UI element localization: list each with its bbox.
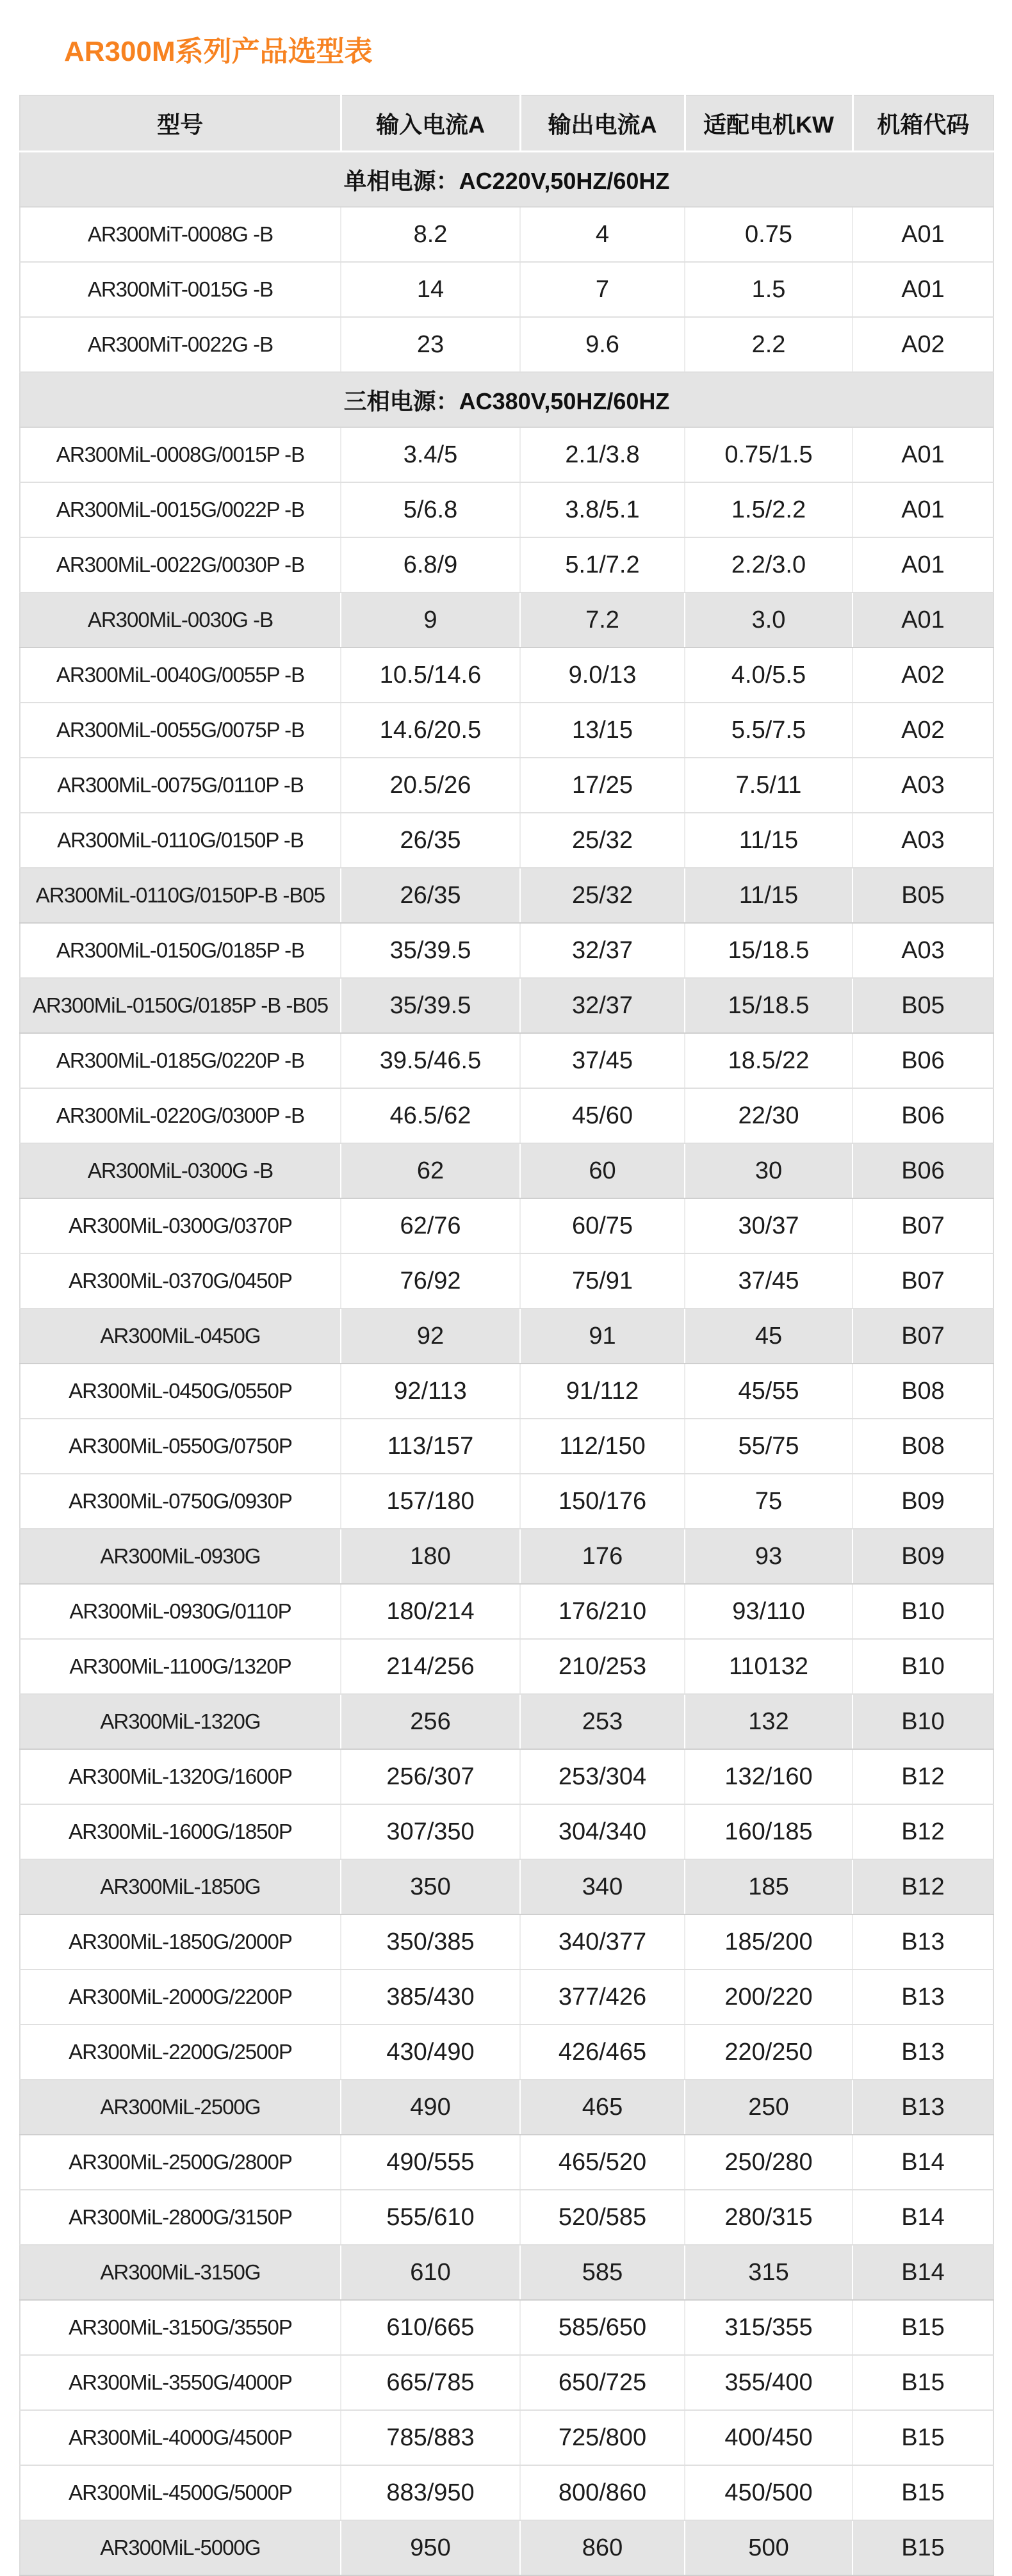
cell-chassis-code: A02 [853,648,993,703]
column-header-chassis-code: 机箱代码 [853,95,993,152]
cell-chassis-code: A01 [853,592,993,648]
cell-input-current: 92 [341,1308,520,1364]
cell-input-current: 9 [341,592,520,648]
cell-motor-kw: 18.5/22 [685,1033,853,1088]
cell-motor-kw: 5.5/7.5 [685,703,853,758]
cell-motor-kw: 1.5 [685,262,853,317]
cell-output-current: 60 [520,1143,685,1198]
cell-input-current: 8.2 [341,207,520,262]
table-row [20,2520,993,2575]
cell-output-current: 25/32 [520,868,685,923]
cell-motor-kw: 55/75 [685,1419,853,1474]
cell-output-current: 585 [520,2245,685,2300]
cell-input-current: 785/883 [341,2410,520,2465]
table-row [20,2135,993,2190]
cell-input-current: 35/39.5 [341,978,520,1033]
cell-chassis-code: B14 [853,2245,993,2300]
section-label: 三相电源：AC380V,50HZ/60HZ [20,372,993,427]
cell-model: AR300MiL-0040G/0055P -B [20,648,341,703]
cell-input-current: 385/430 [341,1969,520,2025]
cell-output-current: 37/45 [520,1033,685,1088]
cell-motor-kw: 15/18.5 [685,978,853,1033]
cell-input-current: 62 [341,1143,520,1198]
cell-input-current: 430/490 [341,2025,520,2080]
cell-chassis-code: B10 [853,1584,993,1639]
cell-chassis-code: A01 [853,427,993,482]
table-row [20,262,993,317]
cell-output-current: 210/253 [520,1639,685,1694]
table-row [20,1143,993,1198]
table-row [20,207,993,262]
cell-input-current: 14 [341,262,520,317]
cell-model: AR300MiL-2000G/2200P [20,1969,341,2025]
table-row [20,978,993,1033]
cell-motor-kw: 250/280 [685,2135,853,2190]
cell-output-current: 17/25 [520,758,685,813]
cell-chassis-code: A03 [853,813,993,868]
cell-input-current: 180/214 [341,1584,520,1639]
product-selection-table [19,95,994,2576]
cell-output-current: 800/860 [520,2465,685,2520]
cell-motor-kw: 30/37 [685,1198,853,1253]
table-row [20,1859,993,1914]
table-row [20,2300,993,2355]
cell-chassis-code: B09 [853,1474,993,1529]
table-row [20,1308,993,1364]
header-row [20,95,993,152]
cell-output-current: 45/60 [520,1088,685,1143]
cell-model: AR300MiT-0015G -B [20,262,341,317]
cell-motor-kw: 110132 [685,1639,853,1694]
cell-output-current: 150/176 [520,1474,685,1529]
table-body [20,152,993,2576]
cell-chassis-code: B15 [853,2410,993,2465]
cell-motor-kw: 0.75 [685,207,853,262]
cell-model: AR300MiL-1320G/1600P [20,1749,341,1804]
cell-model: AR300MiL-2200G/2500P [20,2025,341,2080]
cell-model: AR300MiL-0075G/0110P -B [20,758,341,813]
cell-model: AR300MiL-1320G [20,1694,341,1749]
cell-model: AR300MiL-0055G/0075P -B [20,703,341,758]
table-row [20,2465,993,2520]
cell-chassis-code: B08 [853,1419,993,1474]
cell-chassis-code: B13 [853,2025,993,2080]
cell-model: AR300MiL-0300G/0370P [20,1198,341,1253]
cell-motor-kw: 400/450 [685,2410,853,2465]
cell-motor-kw: 2.2 [685,317,853,372]
table-row [20,2245,993,2300]
cell-output-current: 340/377 [520,1914,685,1969]
cell-chassis-code: A02 [853,317,993,372]
table-row [20,813,993,868]
table-row [20,868,993,923]
cell-chassis-code: B05 [853,978,993,1033]
cell-model: AR300MiL-0450G [20,1308,341,1364]
cell-motor-kw: 45/55 [685,1364,853,1419]
cell-input-current: 180 [341,1529,520,1584]
cell-model: AR300MiL-2800G/3150P [20,2190,341,2245]
cell-chassis-code: B10 [853,1694,993,1749]
cell-motor-kw: 75 [685,1474,853,1529]
cell-motor-kw: 185/200 [685,1914,853,1969]
cell-motor-kw: 200/220 [685,1969,853,2025]
table-row [20,2355,993,2410]
cell-chassis-code: B07 [853,1308,993,1364]
cell-output-current: 91 [520,1308,685,1364]
cell-motor-kw: 11/15 [685,868,853,923]
cell-output-current: 9.0/13 [520,648,685,703]
cell-model: AR300MiL-1600G/1850P [20,1804,341,1859]
table-row [20,2080,993,2135]
cell-input-current: 10.5/14.6 [341,648,520,703]
cell-chassis-code: A02 [853,703,993,758]
cell-input-current: 14.6/20.5 [341,703,520,758]
cell-chassis-code: B12 [853,1749,993,1804]
cell-model: AR300MiL-0750G/0930P [20,1474,341,1529]
cell-motor-kw: 0.75/1.5 [685,427,853,482]
cell-output-current: 13/15 [520,703,685,758]
table-row [20,592,993,648]
cell-motor-kw: 7.5/11 [685,758,853,813]
cell-motor-kw: 500 [685,2520,853,2575]
cell-output-current: 304/340 [520,1804,685,1859]
cell-output-current: 9.6 [520,317,685,372]
table-row [20,1694,993,1749]
cell-motor-kw: 250 [685,2080,853,2135]
cell-input-current: 610/665 [341,2300,520,2355]
cell-input-current: 62/76 [341,1198,520,1253]
cell-output-current: 650/725 [520,2355,685,2410]
cell-model: AR300MiL-0930G [20,1529,341,1584]
cell-chassis-code: B15 [853,2300,993,2355]
table-row [20,758,993,813]
cell-input-current: 157/180 [341,1474,520,1529]
cell-output-current: 91/112 [520,1364,685,1419]
cell-model: AR300MiL-4500G/5000P [20,2465,341,2520]
table-row [20,1529,993,1584]
cell-input-current: 76/92 [341,1253,520,1308]
cell-motor-kw: 355/400 [685,2355,853,2410]
cell-output-current: 5.1/7.2 [520,537,685,592]
column-header-input-current: 输入电流A [341,95,520,152]
cell-model: AR300MiL-0220G/0300P -B [20,1088,341,1143]
cell-chassis-code: A01 [853,482,993,537]
cell-chassis-code: B09 [853,1529,993,1584]
table-row [20,1914,993,1969]
cell-output-current: 465/520 [520,2135,685,2190]
cell-output-current: 4 [520,207,685,262]
table-row [20,1749,993,1804]
cell-chassis-code: B07 [853,1253,993,1308]
cell-model: AR300MiL-0300G -B [20,1143,341,1198]
cell-chassis-code: B10 [853,1639,993,1694]
cell-output-current: 2.1/3.8 [520,427,685,482]
table-row [20,1253,993,1308]
cell-chassis-code: B06 [853,1088,993,1143]
cell-model: AR300MiT-0008G -B [20,207,341,262]
cell-chassis-code: A01 [853,262,993,317]
cell-chassis-code: B06 [853,1033,993,1088]
cell-output-current: 7 [520,262,685,317]
cell-model: AR300MiL-1850G/2000P [20,1914,341,1969]
cell-input-current: 555/610 [341,2190,520,2245]
cell-model: AR300MiL-3550G/4000P [20,2355,341,2410]
cell-chassis-code: A03 [853,923,993,978]
cell-input-current: 610 [341,2245,520,2300]
cell-input-current: 950 [341,2520,520,2575]
cell-motor-kw: 1.5/2.2 [685,482,853,537]
cell-input-current: 307/350 [341,1804,520,1859]
cell-output-current: 860 [520,2520,685,2575]
cell-model: AR300MiL-0150G/0185P -B -B05 [20,978,341,1033]
cell-output-current: 60/75 [520,1198,685,1253]
table-row [20,1088,993,1143]
cell-input-current: 35/39.5 [341,923,520,978]
cell-motor-kw: 280/315 [685,2190,853,2245]
cell-chassis-code: A01 [853,537,993,592]
table-row [20,1474,993,1529]
cell-output-current: 377/426 [520,1969,685,2025]
cell-chassis-code: B14 [853,2190,993,2245]
cell-input-current: 39.5/46.5 [341,1033,520,1088]
cell-output-current: 112/150 [520,1419,685,1474]
cell-motor-kw: 450/500 [685,2465,853,2520]
table-row [20,427,993,482]
cell-input-current: 26/35 [341,868,520,923]
cell-model: AR300MiL-0022G/0030P -B [20,537,341,592]
table-row [20,1198,993,1253]
cell-chassis-code: B13 [853,1969,993,2025]
cell-model: AR300MiL-0110G/0150P -B [20,813,341,868]
cell-motor-kw: 3.0 [685,592,853,648]
cell-motor-kw: 132 [685,1694,853,1749]
cell-output-current: 253/304 [520,1749,685,1804]
cell-motor-kw: 22/30 [685,1088,853,1143]
table-row [20,482,993,537]
cell-model: AR300MiL-2500G [20,2080,341,2135]
cell-model: AR300MiL-0015G/0022P -B [20,482,341,537]
page-title: AR300M系列产品选型表 [64,36,373,67]
cell-chassis-code: B07 [853,1198,993,1253]
cell-motor-kw: 185 [685,1859,853,1914]
column-header-motor-kw: 适配电机KW [685,95,853,152]
cell-input-current: 23 [341,317,520,372]
cell-output-current: 176/210 [520,1584,685,1639]
cell-motor-kw: 220/250 [685,2025,853,2080]
table-row [20,1033,993,1088]
cell-chassis-code: B08 [853,1364,993,1419]
cell-motor-kw: 315/355 [685,2300,853,2355]
cell-model: AR300MiL-0150G/0185P -B [20,923,341,978]
section-label: 单相电源：AC220V,50HZ/60HZ [20,152,993,208]
column-header-model: 型号 [20,95,341,152]
section-row [20,152,993,208]
cell-chassis-code: B13 [853,2080,993,2135]
table-row [20,1419,993,1474]
cell-chassis-code: B15 [853,2520,993,2575]
cell-model: AR300MiL-1850G [20,1859,341,1914]
table-row [20,2190,993,2245]
cell-motor-kw: 93/110 [685,1584,853,1639]
cell-output-current: 3.8/5.1 [520,482,685,537]
cell-chassis-code: B12 [853,1804,993,1859]
cell-model: AR300MiL-1100G/1320P [20,1639,341,1694]
cell-motor-kw: 93 [685,1529,853,1584]
cell-motor-kw: 37/45 [685,1253,853,1308]
cell-model: AR300MiL-2500G/2800P [20,2135,341,2190]
cell-motor-kw: 15/18.5 [685,923,853,978]
cell-output-current: 725/800 [520,2410,685,2465]
cell-input-current: 26/35 [341,813,520,868]
cell-model: AR300MiL-0370G/0450P [20,1253,341,1308]
table-row [20,537,993,592]
cell-chassis-code: B15 [853,2355,993,2410]
cell-input-current: 350/385 [341,1914,520,1969]
cell-model: AR300MiL-0450G/0550P [20,1364,341,1419]
cell-input-current: 46.5/62 [341,1088,520,1143]
cell-output-current: 7.2 [520,592,685,648]
table-row [20,648,993,703]
table-row [20,923,993,978]
cell-chassis-code: B06 [853,1143,993,1198]
cell-model: AR300MiL-0185G/0220P -B [20,1033,341,1088]
table-row [20,1804,993,1859]
column-header-output-current: 输出电流A [520,95,685,152]
section-row [20,372,993,427]
table-row [20,2410,993,2465]
cell-motor-kw: 4.0/5.5 [685,648,853,703]
cell-model: AR300MiT-0022G -B [20,317,341,372]
cell-chassis-code: A01 [853,207,993,262]
cell-input-current: 665/785 [341,2355,520,2410]
cell-model: AR300MiL-5000G [20,2520,341,2575]
cell-output-current: 253 [520,1694,685,1749]
cell-chassis-code: B14 [853,2135,993,2190]
cell-chassis-code: B15 [853,2465,993,2520]
cell-model: AR300MiL-0110G/0150P-B -B05 [20,868,341,923]
cell-model: AR300MiL-0550G/0750P [20,1419,341,1474]
cell-motor-kw: 315 [685,2245,853,2300]
cell-motor-kw: 132/160 [685,1749,853,1804]
cell-output-current: 340 [520,1859,685,1914]
cell-input-current: 3.4/5 [341,427,520,482]
cell-model: AR300MiL-0030G -B [20,592,341,648]
cell-input-current: 490/555 [341,2135,520,2190]
cell-chassis-code: B13 [853,1914,993,1969]
cell-model: AR300MiL-3150G/3550P [20,2300,341,2355]
cell-input-current: 490 [341,2080,520,2135]
cell-motor-kw: 30 [685,1143,853,1198]
cell-output-current: 585/650 [520,2300,685,2355]
cell-chassis-code: B05 [853,868,993,923]
cell-input-current: 92/113 [341,1364,520,1419]
cell-motor-kw: 11/15 [685,813,853,868]
table-row [20,1639,993,1694]
cell-chassis-code: B12 [853,1859,993,1914]
cell-output-current: 32/37 [520,923,685,978]
cell-output-current: 75/91 [520,1253,685,1308]
cell-output-current: 520/585 [520,2190,685,2245]
cell-input-current: 5/6.8 [341,482,520,537]
table-row [20,1584,993,1639]
cell-motor-kw: 45 [685,1308,853,1364]
cell-input-current: 256 [341,1694,520,1749]
cell-input-current: 214/256 [341,1639,520,1694]
cell-motor-kw: 160/185 [685,1804,853,1859]
table-row [20,1364,993,1419]
table-row [20,703,993,758]
table-row [20,2025,993,2080]
cell-output-current: 176 [520,1529,685,1584]
cell-model: AR300MiL-0008G/0015P -B [20,427,341,482]
table-row [20,1969,993,2025]
cell-input-current: 113/157 [341,1419,520,1474]
cell-output-current: 32/37 [520,978,685,1033]
cell-model: AR300MiL-4000G/4500P [20,2410,341,2465]
cell-motor-kw: 2.2/3.0 [685,537,853,592]
table-row [20,317,993,372]
cell-output-current: 426/465 [520,2025,685,2080]
cell-input-current: 256/307 [341,1749,520,1804]
cell-input-current: 883/950 [341,2465,520,2520]
cell-input-current: 6.8/9 [341,537,520,592]
cell-model: AR300MiL-0930G/0110P [20,1584,341,1639]
cell-output-current: 25/32 [520,813,685,868]
cell-input-current: 20.5/26 [341,758,520,813]
cell-output-current: 465 [520,2080,685,2135]
cell-input-current: 350 [341,1859,520,1914]
cell-model: AR300MiL-3150G [20,2245,341,2300]
cell-chassis-code: A03 [853,758,993,813]
